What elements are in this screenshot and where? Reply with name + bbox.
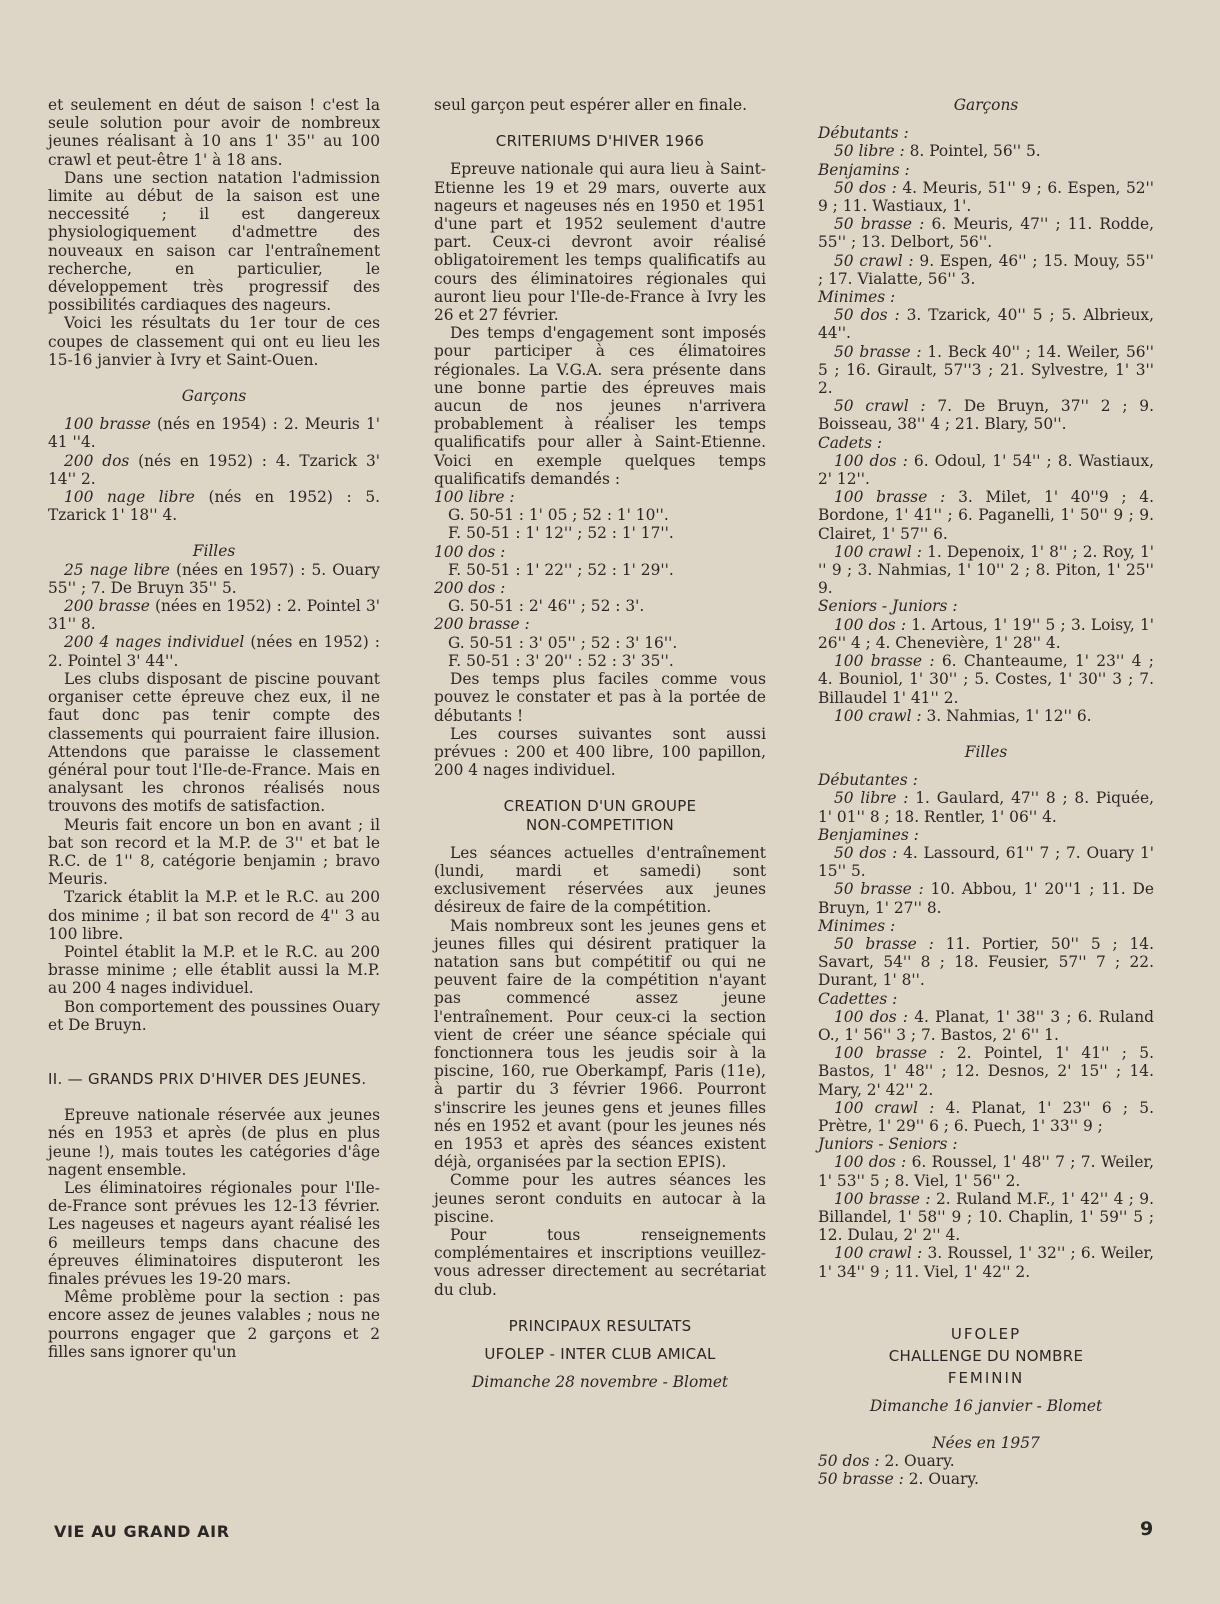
paragraph: Les séances actuelles d'entraînement (lundi, mardi et samedi) sont exclusivement réservées aux jeunes désireux de faire de la compétition.: [434, 843, 766, 917]
result-line: 200 dos (nés en 1952) : 4. Tzarick 3' 14'' 2.: [48, 451, 380, 488]
category-label: Benjamines :: [818, 825, 919, 844]
result-line: 100 brasse : 2. Ruland M.F., 1' 42'' 4 ; 9. Billandel, 1' 58'' 9 ; 10. Chaplin, 1' 59'' 5 ; 12. Dulau, 2' 2'' 4.: [818, 1189, 1154, 1245]
result-line: 50 crawl : 7. De Bruyn, 37'' 2 ; 9. Boisseau, 38'' 4 ; 21. Blary, 50''.: [818, 397, 1154, 434]
result-line: 50 dos : 4. Lassourd, 61'' 7 ; 7. Ouary 1' 15'' 5.: [818, 843, 1154, 881]
section-heading-garcons: Garçons: [953, 96, 1019, 114]
paragraph: Pour tous renseignements complémentaires et inscriptions veuillez-vous adresser directement au secrétariat du club.: [434, 1225, 766, 1299]
result-line: 100 dos : 4. Planat, 1' 38'' 3 ; 6. Ruland O., 1' 56'' 3 ; 7. Bastos, 2' 6'' 1.: [818, 1007, 1154, 1044]
paragraph: et seulement en déut de saison ! c'est la seule solution pour avoir de nombreux jeunes réalisant à 10 ans 1' 35'' au 100 crawl et peut-être 1' à 18 ans.: [48, 96, 380, 169]
column-1: [48, 96, 380, 1361]
time-line: G. 50-51 : 2' 46'' ; 52 : 3'.: [448, 597, 645, 616]
result-line: 25 nage libre (nées en 1957) : 5. Ouary 55'' ; 7. De Bruyn 35'' 5.: [48, 560, 380, 597]
time-line: F. 50-51 : 1' 12'' ; 52 : 1' 17''.: [448, 524, 674, 543]
column-3: [818, 96, 1154, 1488]
result-line: 200 4 nages individuel (nées en 1952) : 2. Pointel 3' 44''.: [48, 633, 380, 670]
result-line: 50 dos : 2. Ouary.: [818, 1451, 955, 1470]
time-event: 100 libre :: [434, 488, 515, 507]
column-2: [434, 96, 766, 1391]
paragraph: Même problème pour la section : pas encore assez de jeunes valables ; nous ne pourrons engager que 2 garçons et 2 filles sans ignorer qu'un: [48, 1288, 380, 1361]
result-line: 50 libre : 8. Pointel, 56'' 5.: [834, 142, 1041, 161]
result-line: 50 dos : 3. Tzarick, 40'' 5 ; 5. Albrieux, 44''.: [818, 306, 1154, 343]
time-event: 100 dos :: [434, 542, 506, 561]
paragraph: Les courses suivantes sont aussi prévues : 200 et 400 libre, 100 papillon, 200 4 nages individuel.: [434, 724, 766, 780]
result-line: 100 dos : 1. Artous, 1' 19'' 5 ; 3. Loisy, 1' 26'' 4 ; 4. Chenevière, 1' 28'' 4.: [818, 615, 1154, 652]
paragraph: Les clubs disposant de piscine pouvant organiser cette épreuve chez eux, il ne faut donc pas tenir compte des classements qui pourraient faire illusion. Attendons que paraisse le classement général pour tout l'Ile-de-France. Mais en analysant les chronos réalisés nous trouvons des motifs de satisfaction.: [48, 669, 380, 816]
nees-heading: Nées en 1957: [932, 1433, 1040, 1452]
section-heading-challenge: CHALLENGE DU NOMBRE: [888, 1347, 1084, 1365]
category-label: Minimes :: [818, 916, 896, 935]
paragraph: Meuris fait encore un bon en avant ; il bat son record et la M.P. de 3'' et bat le R.C. de 1'' 8, catégorie benjamin ; bravo Meuris.: [48, 815, 380, 889]
section-heading-garcons: Garçons: [181, 387, 247, 406]
section-heading-creation-sub: NON-COMPETITION: [525, 815, 675, 834]
paragraph: Bon comportement des poussines Ouary et De Bruyn.: [48, 997, 380, 1034]
result-line: 100 brasse (nés en 1954) : 2. Meuris 1' 41 ''4.: [48, 415, 380, 452]
results-date: Dimanche 28 novembre - Blomet: [471, 1373, 729, 1392]
paragraph: seul garçon peut espérer aller en finale.: [434, 96, 748, 114]
time-event: 200 dos :: [434, 579, 506, 598]
paragraph: Des temps plus faciles comme vous pouvez le constater et pas à la portée de débutants !: [434, 670, 766, 725]
result-line: 100 crawl : 3. Nahmias, 1' 12'' 6.: [834, 706, 1092, 725]
category-label: Cadets :: [818, 433, 883, 452]
category-label: Débutantes :: [818, 771, 918, 790]
result-line: 100 brasse : 2. Pointel, 1' 41'' ; 5. Bastos, 1' 48'' ; 12. Desnos, 2' 15'' ; 14. Mary, 2' 42'' 2.: [818, 1044, 1154, 1099]
result-line: 50 brasse : 10. Abbou, 1' 20''1 ; 11. De Bruyn, 1' 27'' 8.: [818, 880, 1154, 917]
result-line: 50 libre : 1. Gaulard, 47'' 8 ; 8. Piquée, 1' 01'' 8 ; 18. Rentler, 1' 06'' 4.: [818, 789, 1155, 826]
paragraph: Voici les résultats du 1er tour de ces coupes de classement qui ont eu lieu les 15-16 janvier à Ivry et Saint-Ouen.: [48, 314, 380, 369]
page-number: 9: [1140, 1518, 1154, 1540]
result-line: 100 brasse : 6. Chanteaume, 1' 23'' 4 ; 4. Bouniol, 1' 30'' ; 5. Costes, 1' 30'' 3 ; 7. Billaudel 1' 41'' 2.: [818, 652, 1154, 707]
result-line: 100 dos : 6. Odoul, 1' 54'' ; 8. Wastiaux, 2' 12''.: [818, 451, 1154, 489]
result-line: 50 brasse : 1. Beck 40'' ; 14. Weiler, 56'' 5 ; 16. Girault, 57''3 ; 21. Sylvestre, 1' 3'' 2.: [818, 342, 1154, 398]
result-line: 50 brasse : 6. Meuris, 47'' ; 11. Rodde, 55'' ; 13. Delbort, 56''.: [818, 215, 1154, 252]
time-event: 200 brasse :: [434, 615, 530, 634]
paragraph: Mais nombreux sont les jeunes gens et jeunes filles qui désirent pratiquer la natation sans but compétitif ou qui ne peuvent faire de la compétition n'ayant pas commencé assez jeune l'entraînement. Pour ceux-ci la section vient de créer une séance spéciale qui fonctionnera tous les jeudis soir à la piscine, 160, rue Oberkampf, Paris (11e), à partir du 3 février 1966. Pourront s'inscrire les jeunes gens et jeunes filles nés en 1952 et avant (pour les jeunes nés en 1953 et après des séances existent déjà, organisées par la section EPIS).: [434, 916, 766, 1172]
category-label: Minimes :: [818, 288, 896, 307]
time-line: F. 50-51 : 3' 20'' : 52 : 3' 35''.: [448, 651, 674, 670]
time-line: G. 50-51 : 3' 05'' ; 52 : 3' 16''.: [448, 633, 678, 652]
paragraph: Epreuve nationale qui aura lieu à Saint-Etienne les 19 et 29 mars, ouverte aux nageurs et nageuses nés en 1950 et 1951 d'une part et 1952 seulement d'autre part. Ceux-ci devront avoir réalisé obligatoirement les temps qualificatifs au cours des éliminatoires régionales qui auront lieu pour l'Ile-de-France à Ivry les 26 et 27 février.: [434, 160, 766, 325]
section-heading-filles: Filles: [192, 542, 236, 561]
section-heading-criteriums: CRITERIUMS D'HIVER 1966: [495, 132, 705, 151]
category-label: Juniors - Seniors :: [818, 1135, 958, 1154]
section-heading-grands-prix: II. — GRANDS PRIX D'HIVER DES JEUNES.: [48, 1069, 367, 1088]
paragraph: Epreuve nationale réservée aux jeunes nés en 1953 et après (de plus en plus jeune !), mais toutes les catégories d'âge nagent ensemble.: [48, 1106, 380, 1179]
section-heading-filles: Filles: [964, 742, 1008, 761]
result-line: 100 nage libre (nés en 1952) : 5. Tzarick 1' 18'' 4.: [48, 488, 381, 525]
ufolep-date: Dimanche 16 janvier - Blomet: [869, 1397, 1103, 1416]
section-heading-ufolep-inter-club: UFOLEP - INTER CLUB AMICAL: [484, 1345, 716, 1363]
category-label: Seniors - Juniors :: [818, 597, 958, 616]
result-line: 100 crawl : 1. Depenoix, 1' 8'' ; 2. Roy, 1' '' 9 ; 3. Nahmias, 1' 10'' 2 ; 8. Piton, 1' 25'' 9.: [818, 542, 1154, 598]
result-line: 50 crawl : 9. Espen, 46'' ; 15. Mouy, 55'' ; 17. Vialatte, 56'' 3.: [818, 251, 1154, 288]
paragraph: Les éliminatoires régionales pour l'Ile-de-France sont prévues les 12-13 février. Les nageuses et nageurs ayant réalisé les 6 meilleurs temps dans chacune des épreuves éliminatoires disputeront les finales prévues les 19-20 mars.: [48, 1178, 380, 1288]
section-heading-ufolep: UFOLEP: [950, 1324, 1022, 1343]
result-line: 100 crawl : 3. Roussel, 1' 32'' ; 6. Weiler, 1' 34'' 9 ; 11. Viel, 1' 42'' 2.: [818, 1244, 1154, 1281]
result-line: 200 brasse (nées en 1952) : 2. Pointel 3' 31'' 8.: [48, 597, 380, 634]
section-heading-creation: CREATION D'UN GROUPE: [503, 797, 697, 816]
paragraph: Tzarick établit la M.P. et le R.C. au 200 dos minime ; il bat son record de 4'' 3 au 100 libre.: [48, 888, 380, 943]
result-line: 50 brasse : 11. Portier, 50'' 5 ; 14. Savart, 54'' 8 ; 18. Feusier, 57'' 7 ; 22. Durant, 1' 8''.: [818, 934, 1154, 990]
paragraph: Des temps d'engagement sont imposés pour participer à ces élimatoires régionales. La V.G.A. sera présente dans une bonne partie des épreuves mais aucun de nos jeunes n'arrivera probablement à réaliser les temps qualificatifs pour aller à Saint-Etienne. Voici en exemple quelques temps qualificatifs demandés :: [434, 324, 766, 488]
time-line: G. 50-51 : 1' 05 ; 52 : 1' 10''.: [448, 506, 669, 525]
category-label: Cadettes :: [818, 989, 898, 1008]
result-line: 50 dos : 4. Meuris, 51'' 9 ; 6. Espen, 52'' 9 ; 11. Wastiaux, 1'.: [818, 178, 1154, 216]
result-line: 50 brasse : 2. Ouary.: [818, 1470, 979, 1489]
category-label: Benjamins :: [818, 160, 910, 179]
magazine-name: VIE AU GRAND AIR: [54, 1522, 230, 1541]
paragraph: Comme pour les autres séances les jeunes seront conduits en autocar à la piscine.: [434, 1171, 766, 1226]
paragraph: Pointel établit la M.P. et le R.C. au 200 brasse minime ; elle établit aussi la M.P. au 200 4 nages individuel.: [48, 942, 380, 998]
result-line: 100 brasse : 3. Milet, 1' 40''9 ; 4. Bordone, 1' 41'' ; 6. Paganelli, 1' 50'' 9 ; 9. Clairet, 1' 57'' 6.: [818, 488, 1154, 543]
result-line: 100 dos : 6. Roussel, 1' 48'' 7 ; 7. Weiler, 1' 53'' 5 ; 8. Viel, 1' 56'' 2.: [818, 1153, 1154, 1190]
paragraph: Dans une section natation l'admission limite au début de la saison est une neccessité ; il est dangereux physiologiquement d'admettre des nouveaux en saison car l'entraînement recherche, en particulier, le développement très progressif des possibilités cardiaques des nageurs.: [48, 168, 380, 315]
category-label: Débutants :: [818, 124, 909, 143]
section-heading-resultats: PRINCIPAUX RESULTATS: [508, 1316, 692, 1335]
result-line: 100 crawl : 4. Planat, 1' 23'' 6 ; 5. Prètre, 1' 29'' 6 ; 6. Puech, 1' 33'' 9 ;: [818, 1098, 1154, 1135]
time-line: F. 50-51 : 1' 22'' ; 52 : 1' 29''.: [448, 560, 674, 579]
section-heading-feminin: FEMININ: [947, 1369, 1025, 1388]
